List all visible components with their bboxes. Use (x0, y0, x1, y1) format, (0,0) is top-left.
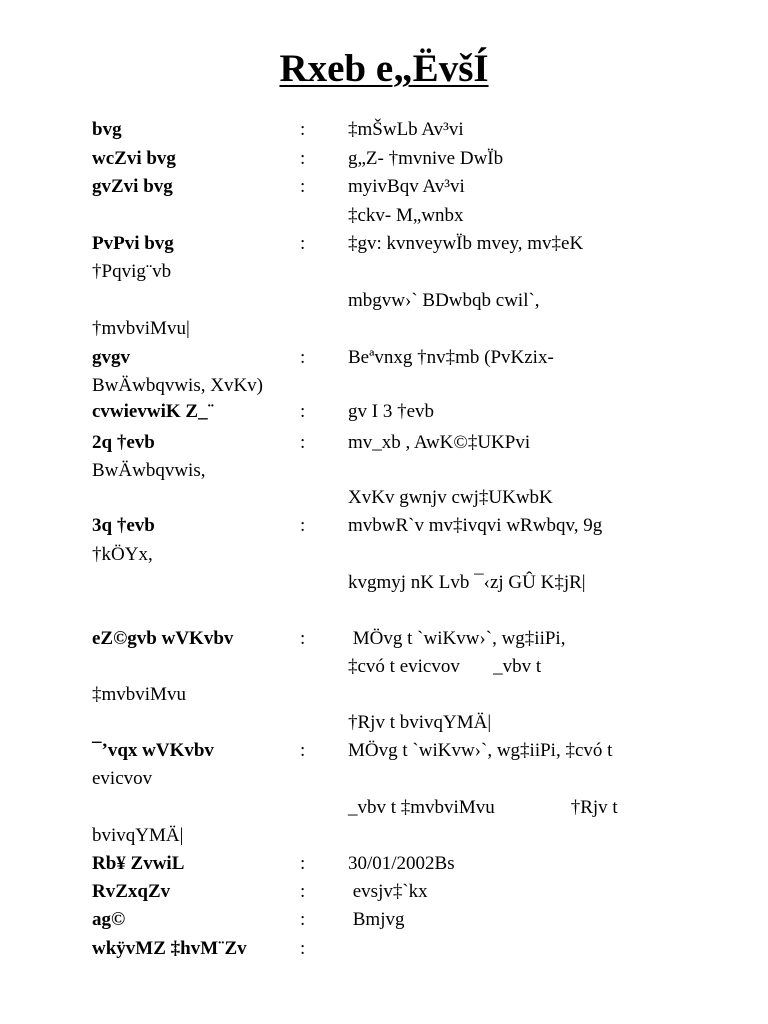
field-value-uncle: ‡gv: kvnveywÏb mvey, mv‡eK (348, 233, 584, 254)
field-value-permanent-address-wrap2: bvivqYMÄ| (92, 825, 184, 846)
colon: : (300, 233, 306, 254)
colon: : (300, 628, 306, 649)
field-value-father: g„Z- †mvnive DwÏb (348, 148, 504, 169)
field-value-permanent-address-line2: _vbv t ‡mvbviMvu †Rjv t (348, 797, 618, 818)
field-label-birth-date: Rb¥ ZvwiL (92, 853, 185, 874)
field-value-maternal-uncle-wrap: BwÄwbqvwis, XvKv) (92, 375, 263, 396)
colon: : (300, 432, 306, 453)
field-value-permanent-address-wrap: evicvov (92, 768, 153, 789)
colon: : (300, 740, 306, 761)
field-label-maternal-uncle: gvgv (92, 347, 130, 368)
field-value-religion: Bmjvg (348, 909, 405, 930)
field-value-mother: myivBqv Av³vi (348, 176, 465, 197)
field-value-third-sister-line2: kvgmyj nK Lvb ¯‹zj GÛ K‡jR| (348, 572, 586, 593)
colon: : (300, 853, 306, 874)
field-value-present-address: MÖvg t `wiKvw›`, wg‡iiPi, (348, 628, 566, 649)
field-label-uncle: PvPvi bvg (92, 233, 174, 254)
field-label-second-sister: 2q †evb (92, 432, 155, 453)
field-value-birth-date: 30/01/2002Bs (348, 853, 455, 874)
colon: : (300, 347, 306, 368)
field-value-name: ‡mŠwLb Av³vi (348, 119, 464, 140)
colon: : (300, 881, 306, 902)
colon: : (300, 401, 306, 422)
field-value-present-address-line2: ‡cvó t evicvov _vbv t (348, 656, 542, 677)
field-value-third-sister-wrap: †kÖYx, (92, 544, 153, 565)
field-value-uncle-wrap: †Pqvig¨vb (92, 261, 172, 282)
field-value-uncle-wrap2: †mvbviMvu| (92, 318, 190, 339)
field-value-second-sister-wrap: BwÄwbqvwis, (92, 460, 206, 481)
field-label-nationality: RvZxqZv (92, 881, 171, 902)
field-label-father: wcZvi bvg (92, 148, 176, 169)
field-label-permanent-address: ¯’vqx wVKvbv (92, 740, 214, 761)
field-value-third-sister: mvbwR`v mv‡ivqvi wRwbqv, 9g (348, 515, 603, 536)
field-value-mother-occupation: ‡ckv- M„wnbx (348, 205, 464, 226)
field-label-name: bvg (92, 119, 122, 140)
field-label-family: cvwievwiK Z_¨ (92, 401, 214, 422)
field-value-maternal-uncle: Beªvnxg †nv‡mb (PvKzix- (348, 347, 554, 368)
colon: : (300, 909, 306, 930)
field-label-religion: ag© (92, 909, 126, 930)
colon: : (300, 119, 306, 140)
colon: : (300, 148, 306, 169)
field-value-permanent-address: MÖvg t `wiKvw›`, wg‡iiPi, ‡cvó t (348, 740, 613, 761)
field-value-present-address-wrap2: ‡mvbviMvu (92, 684, 186, 705)
colon: : (300, 176, 306, 197)
field-value-present-address-line3: †Rjv t bvivqYMÄ| (348, 712, 492, 733)
field-value-second-sister: mv_xb , AwK©‡UKPvi (348, 432, 531, 453)
field-label-education: wkÿvMZ ‡hvM¨Zv (92, 938, 247, 959)
field-label-present-address: eZ©gvb wVKvbv (92, 628, 234, 649)
page-title: Rxeb e„ËvšÍ (279, 47, 489, 90)
field-value-second-sister-line2: XvKv gwnjv cwj‡UKwbK (348, 487, 553, 508)
colon: : (300, 938, 306, 959)
field-label-mother: gvZvi bvg (92, 176, 173, 197)
field-value-family: gv I 3 †evb (348, 401, 435, 422)
field-value-nationality: evsjv‡`kx (348, 881, 428, 902)
field-label-third-sister: 3q †evb (92, 515, 155, 536)
field-value-uncle-line2: mbgvw›` BDwbqb cwil`, (348, 290, 540, 311)
colon: : (300, 515, 306, 536)
